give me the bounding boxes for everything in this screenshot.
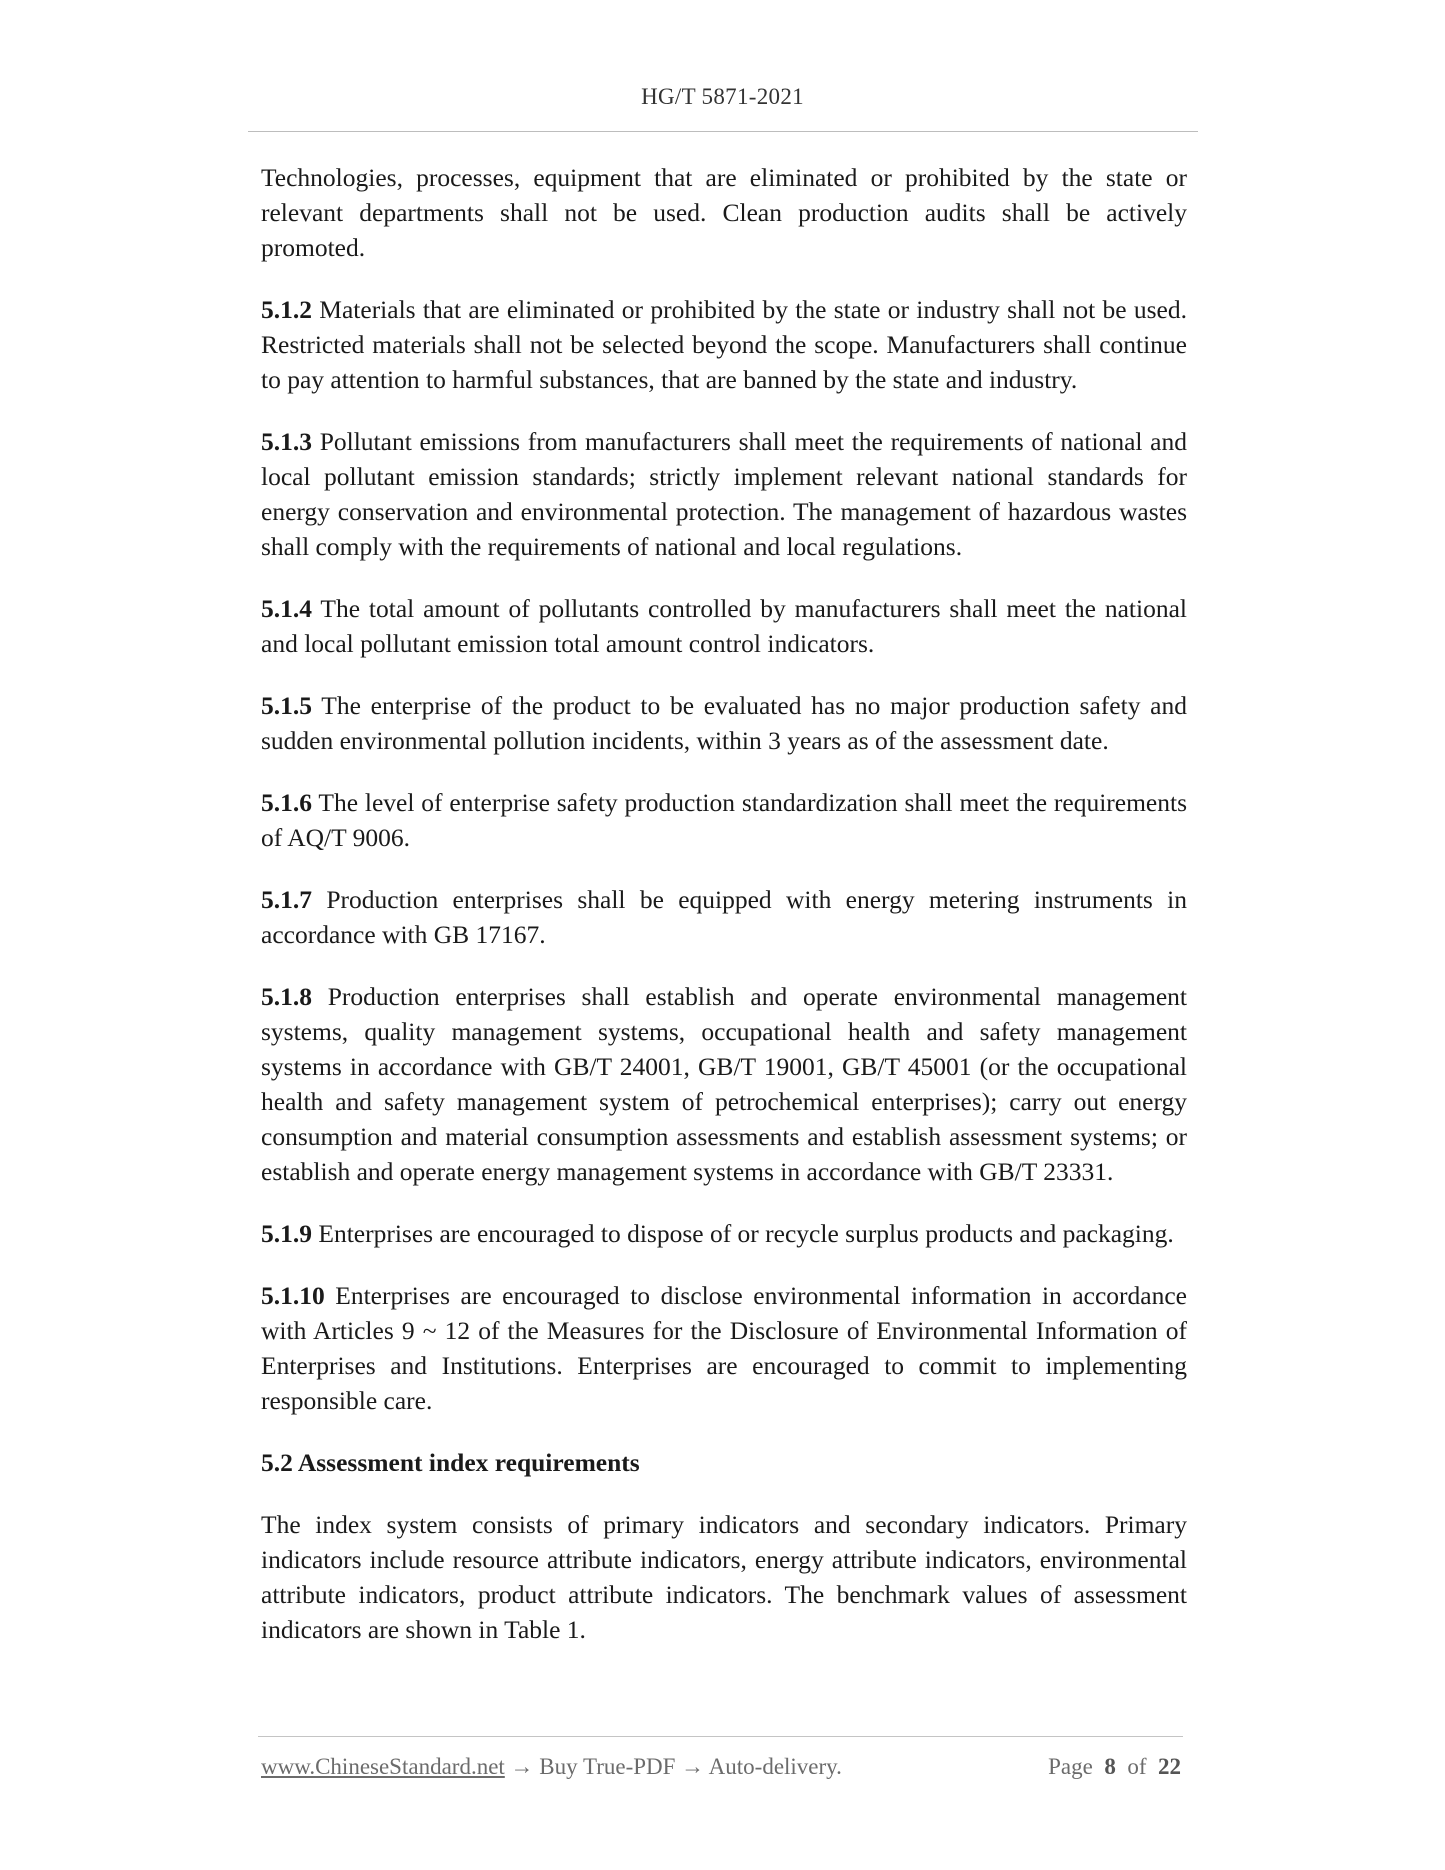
of-word: of xyxy=(1127,1754,1147,1779)
clause-number: 5.1.6 xyxy=(261,788,312,817)
footer-divider xyxy=(258,1736,1183,1737)
clause-text: The total amount of pollutants controlled by manufacturers shall meet the national and local pollutant emission total amount control indicators. xyxy=(261,594,1187,658)
clause-number: 5.1.4 xyxy=(261,594,312,623)
clause-text: Production enterprises shall establish and operate environmental management systems, quality management systems, occupational health and safety management systems in accordance with GB/T 24001, GB/T 19001, GB/T 45001 (or the occupational health and safety management system of petrochemical enterprises); carry out energy consumption and material consumption assessments and establish assessment systems; or establish and operate energy management systems in accordance with GB/T 23331. xyxy=(261,982,1187,1186)
clause-text: The enterprise of the product to be evaluated has no major production safety and sudden environmental pollution incidents, within 3 years as of the assessment date. xyxy=(261,691,1187,755)
footer-promo-text: → Buy True-PDF → Auto-delivery. xyxy=(504,1754,842,1779)
intro-paragraph: Technologies, processes, equipment that are eliminated or prohibited by the state or relevant departments shall not be used. Clean production audits shall be actively promoted. xyxy=(261,163,1187,262)
current-page-number: 8 xyxy=(1104,1754,1116,1779)
clause-5-1-5 xyxy=(261,688,1187,758)
page-word: Page xyxy=(1048,1754,1093,1779)
clause-5-1-6 xyxy=(261,785,1187,855)
clause-5-1-8 xyxy=(261,979,1187,1189)
clause-5-1-10 xyxy=(261,1278,1187,1418)
clause-text: Materials that are eliminated or prohibited by the state or industry shall not be used. Restricted materials shall not be selected beyond the scope. Manufacturers shall continue to pay attention to harmful substances, that are banned by the state and industry. xyxy=(261,295,1187,394)
page-number-indicator xyxy=(1048,1754,1181,1780)
footer-promo xyxy=(261,1754,842,1780)
section-heading-5-2: 5.2 Assessment index requirements xyxy=(261,1448,640,1477)
clause-5-1-9 xyxy=(261,1216,1187,1251)
clause-text: Enterprises are encouraged to disclose environmental information in accordance with Articles 9 ~ 12 of the Measures for the Disclosure of Environmental Information of Enterprises and Institutions. Enterprises are encouraged to commit to implementing responsible care. xyxy=(261,1281,1187,1415)
document-body xyxy=(261,160,1187,1674)
clause-5-1-7 xyxy=(261,882,1187,952)
clause-5-1-4 xyxy=(261,591,1187,661)
clause-number: 5.1.9 xyxy=(261,1219,312,1248)
total-pages-number: 22 xyxy=(1158,1754,1181,1779)
clause-text: Production enterprises shall be equipped with energy metering instruments in accordance with GB 17167. xyxy=(261,885,1187,949)
clause-text: The level of enterprise safety production standardization shall meet the requirements of AQ/T 9006. xyxy=(261,788,1187,852)
header-divider xyxy=(248,131,1198,132)
clause-5-1-2 xyxy=(261,292,1187,397)
clause-number: 5.1.10 xyxy=(261,1281,325,1310)
clause-number: 5.1.5 xyxy=(261,691,312,720)
page-header-standard-code: HG/T 5871-2021 xyxy=(641,84,804,109)
clause-number: 5.1.3 xyxy=(261,427,312,456)
website-link[interactable]: www.ChineseStandard.net xyxy=(261,1754,505,1779)
clause-number: 5.1.2 xyxy=(261,295,312,324)
clause-5-1-3 xyxy=(261,424,1187,564)
clause-text: Enterprises are encouraged to dispose of or recycle surplus products and packaging. xyxy=(312,1219,1174,1248)
clause-text: Pollutant emissions from manufacturers shall meet the requirements of national and local pollutant emission standards; strictly implement relevant national standards for energy conservation and environmental protection. The management of hazardous wastes shall comply with the requirements of national and local regulations. xyxy=(261,427,1187,561)
clause-number: 5.1.8 xyxy=(261,982,312,1011)
clause-number: 5.1.7 xyxy=(261,885,312,914)
section-5-2-paragraph: The index system consists of primary indicators and secondary indicators. Primary indicators include resource attribute indicators, energy attribute indicators, environmental attribute indicators, product attribute indicators. The benchmark values of assessment indicators are shown in Table 1. xyxy=(261,1510,1187,1644)
